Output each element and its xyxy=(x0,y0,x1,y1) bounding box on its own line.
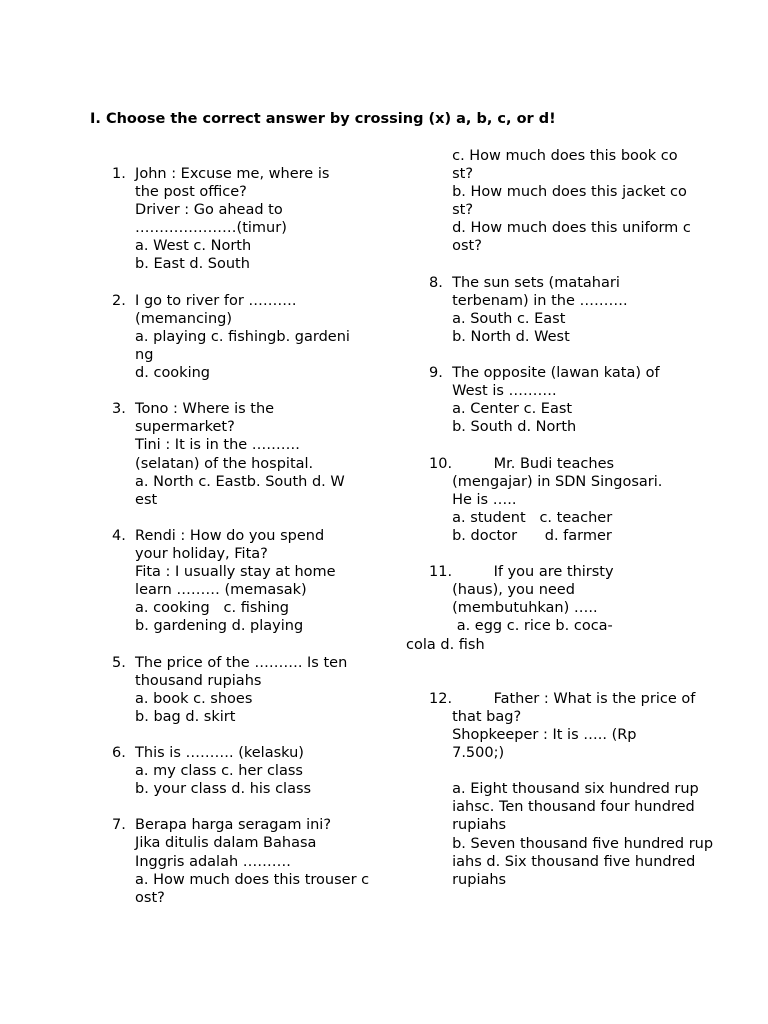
question-line: iahs d. Six thousand five hundred xyxy=(406,853,696,870)
question-line: est xyxy=(112,491,158,508)
question-line: a. Center c. East xyxy=(406,401,573,418)
question-item xyxy=(406,364,736,436)
question-line: rupiahs xyxy=(406,871,507,888)
question-line: (mengajar) in SDN Singosari. xyxy=(406,473,663,490)
question-line: iahsc. Ten thousand four hundred xyxy=(406,799,695,816)
question-line: a. South c. East xyxy=(406,310,566,327)
question-line: b. your class d. his class xyxy=(112,781,312,798)
question-line: 10. Mr. Budi teaches xyxy=(406,455,615,472)
question-line: (membutuhkan) ….. xyxy=(406,600,598,617)
question-line: 9. The opposite (lawan kata) of xyxy=(406,365,660,382)
question-line: 1. John : Excuse me, where is xyxy=(112,166,330,182)
question-line: a. student c. teacher xyxy=(406,509,613,526)
question-line: Tini : It is in the ………. xyxy=(112,437,300,454)
question-line: b. doctor d. farmer xyxy=(406,527,612,544)
question-line: Inggris adalah ………. xyxy=(112,853,291,870)
question-column-right xyxy=(406,147,736,889)
question-line: c. How much does this book co xyxy=(406,148,678,164)
question-line: that bag? xyxy=(406,708,522,725)
question-item xyxy=(112,165,382,274)
question-line: d. cooking xyxy=(112,365,211,382)
question-item xyxy=(112,292,382,382)
question-line xyxy=(406,762,736,780)
question-line: 2. I go to river for ………. xyxy=(112,292,297,309)
question-item xyxy=(112,400,382,509)
question-line: learn ……… (memasak) xyxy=(112,582,307,599)
question-line: 8. The sun sets (matahari xyxy=(406,274,620,291)
question-line: …………………(timur) xyxy=(112,220,287,237)
question-line: a. egg c. rice b. coca- xyxy=(406,618,613,635)
question-line: a. my class c. her class xyxy=(112,763,303,780)
question-item xyxy=(406,274,736,346)
question-line: 7. Berapa harga seragam ini? xyxy=(112,817,332,834)
question-line: thousand rupiahs xyxy=(112,672,262,689)
question-line: Fita : I usually stay at home xyxy=(112,564,336,581)
question-line: a. West c. North xyxy=(112,238,252,255)
question-line: b. How much does this jacket co xyxy=(406,184,687,201)
question-item xyxy=(406,147,736,256)
question-line: rupiahs xyxy=(406,817,507,834)
question-item xyxy=(406,563,736,653)
question-line: the post office? xyxy=(112,184,247,201)
question-line: (memancing) xyxy=(112,310,233,327)
question-item xyxy=(406,672,736,889)
question-line: st? xyxy=(406,166,474,183)
question-line: (haus), you need xyxy=(406,582,575,599)
question-line: b. North d. West xyxy=(406,328,570,345)
question-line: 7.500;) xyxy=(406,745,505,762)
question-item xyxy=(406,455,736,545)
question-line: b. East d. South xyxy=(112,256,250,273)
question-line: b. Seven thousand five hundred rup xyxy=(406,835,714,852)
question-line: a. cooking c. fishing xyxy=(112,600,290,617)
question-line: a. book c. shoes xyxy=(112,690,253,707)
question-line xyxy=(406,672,736,690)
question-line: cola d. fish xyxy=(406,636,485,653)
question-line: a. How much does this trouser c xyxy=(112,871,370,888)
question-line: 11. If you are thirsty xyxy=(406,564,614,581)
question-line: your holiday, Fita? xyxy=(112,545,268,562)
question-line: supermarket? xyxy=(112,419,235,436)
question-line: 5. The price of the ………. Is ten xyxy=(112,654,348,671)
question-line: (selatan) of the hospital. xyxy=(112,455,314,472)
question-line: 12. Father : What is the price of xyxy=(406,690,696,707)
question-line: 3. Tono : Where is the xyxy=(112,401,275,418)
question-line: West is ………. xyxy=(406,383,557,400)
question-line: terbenam) in the ………. xyxy=(406,292,628,309)
question-line: d. How much does this uniform c xyxy=(406,220,691,237)
question-item xyxy=(112,744,382,798)
question-item xyxy=(112,527,382,636)
question-line: b. South d. North xyxy=(406,419,577,436)
question-line: 4. Rendi : How do you spend xyxy=(112,527,325,544)
question-line: ost? xyxy=(112,889,165,906)
page-heading: I. Choose the correct answer by crossing (x) a, b, c, or d! xyxy=(90,111,556,127)
question-line: Shopkeeper : It is ….. (Rp xyxy=(406,727,637,743)
question-column-left xyxy=(112,165,382,907)
question-line: st? xyxy=(406,202,474,219)
question-line: a. Eight thousand six hundred rup xyxy=(406,781,699,798)
question-line: Driver : Go ahead to xyxy=(112,202,283,219)
question-item xyxy=(112,816,382,906)
question-line: He is ….. xyxy=(406,491,517,508)
question-item xyxy=(112,654,382,726)
question-line: ng xyxy=(112,346,154,363)
question-line: Jika ditulis dalam Bahasa xyxy=(112,835,317,852)
question-line: a. playing c. fishingb. gardeni xyxy=(112,328,350,345)
question-line: ost? xyxy=(406,238,482,255)
question-line: b. bag d. skirt xyxy=(112,708,236,725)
question-line: 6. This is ………. (kelasku) xyxy=(112,745,304,761)
question-line: a. North c. Eastb. South d. W xyxy=(112,473,345,490)
question-line: b. gardening d. playing xyxy=(112,618,304,635)
